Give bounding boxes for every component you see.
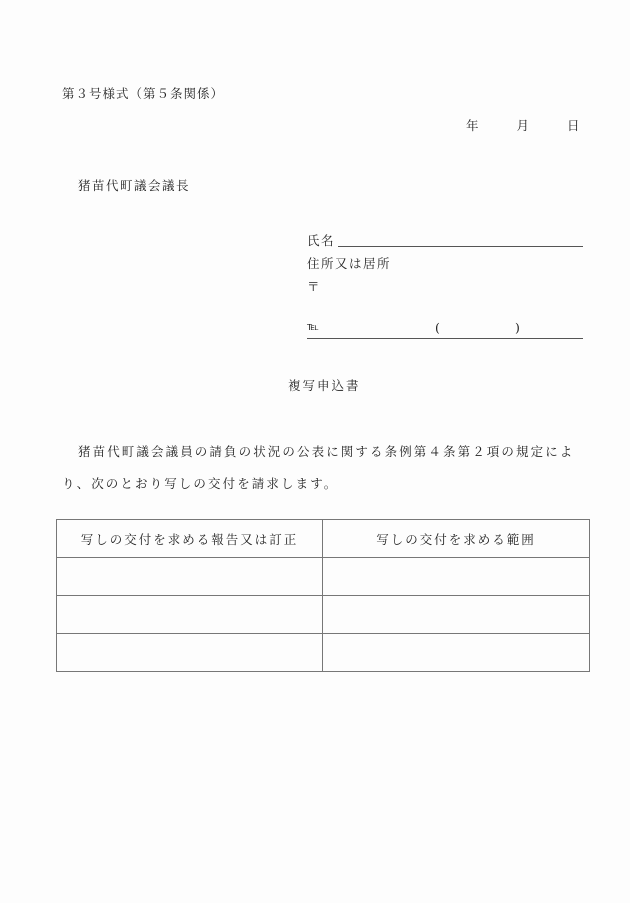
- postal-row[interactable]: [307, 278, 583, 301]
- address-row: [307, 255, 583, 278]
- table-row: [57, 634, 590, 672]
- name-label: 氏名: [307, 233, 336, 248]
- date-day-label: 日: [567, 118, 580, 133]
- request-table: [56, 519, 590, 672]
- page-title: 複写申込書: [288, 378, 361, 393]
- table-cell[interactable]: [323, 634, 590, 672]
- applicant-block: [307, 232, 583, 335]
- header-report-or-correction: 写しの交付を求める報告又は訂正: [57, 520, 323, 558]
- table-cell[interactable]: [57, 558, 323, 596]
- tel-field[interactable]: [307, 320, 583, 339]
- date-year-label: 年: [466, 118, 479, 133]
- addressee: 猪苗代町議会議長: [78, 178, 191, 193]
- body-text: 猪苗代町議会議員の請負の状況の公表に関する条例第４条第２項の規定により、次のとおり写しの交付を請求します。: [62, 444, 575, 491]
- table-row: [57, 596, 590, 634]
- table-cell[interactable]: [57, 634, 323, 672]
- date-month-label: 月: [516, 118, 530, 133]
- date-line: [466, 116, 580, 134]
- table-header-row: [57, 520, 590, 558]
- table-cell[interactable]: [323, 558, 590, 596]
- address-label: 住所又は居所: [307, 256, 392, 271]
- tel-paren-close: ): [515, 320, 520, 335]
- name-row: [307, 232, 583, 255]
- tel-icon: ℡: [307, 320, 319, 333]
- table-cell[interactable]: [323, 596, 590, 634]
- header-scope: 写しの交付を求める範囲: [323, 520, 590, 558]
- table-row: [57, 558, 590, 596]
- name-field[interactable]: [338, 246, 583, 247]
- table-cell[interactable]: [57, 596, 323, 634]
- form-number: 第３号様式（第５条関係）: [62, 86, 225, 101]
- postal-mark-icon: 〒: [307, 279, 322, 294]
- tel-paren-open: (: [435, 320, 440, 335]
